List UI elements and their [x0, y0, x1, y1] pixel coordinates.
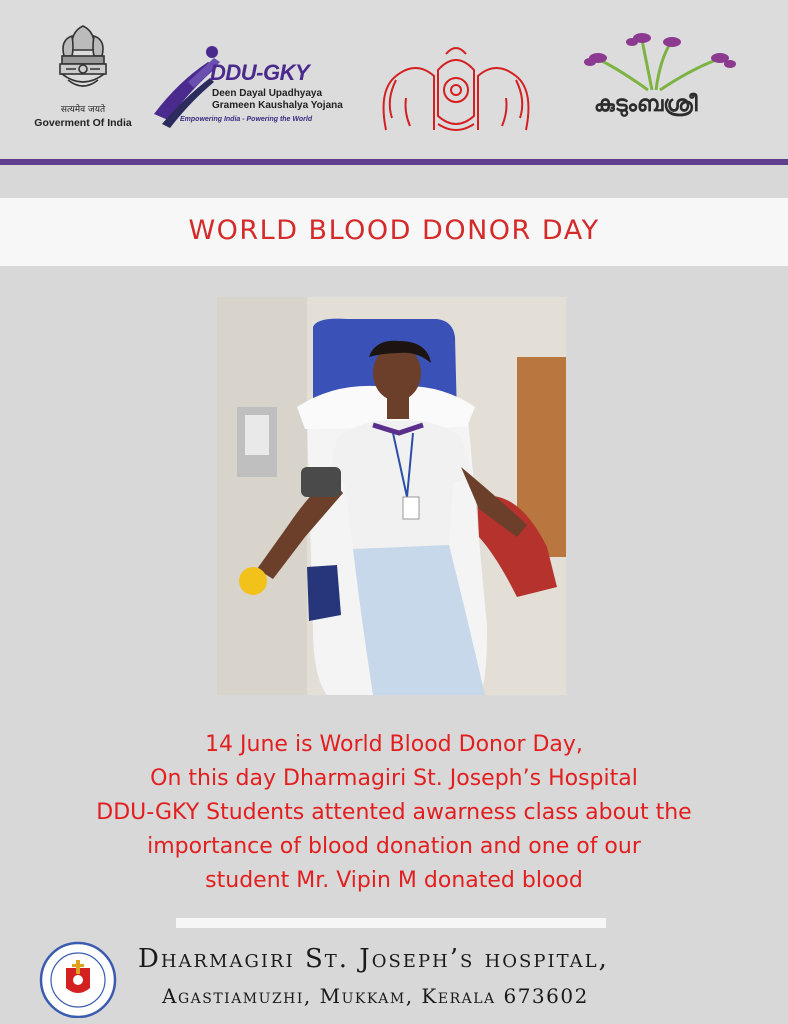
elephant-emblem-icon [376, 40, 536, 140]
message-line-5: student Mr. Vipin M donated blood [205, 868, 583, 893]
message-line-2: On this day Dharmagiri St. Joseph’s Hospital [150, 766, 638, 791]
emblem-caption: Goverment Of India [34, 117, 132, 129]
kudumbashree-text: കുടുംബശ്രീ [594, 92, 698, 117]
hospital-seal [30, 940, 128, 1018]
ddu-gky-subtitle-1: Deen Dayal Upadhyaya [212, 88, 323, 99]
donor-photo [217, 297, 566, 695]
page-title: WORLD BLOOD DONOR DAY [188, 215, 600, 246]
message-line-4: importance of blood donation and one of our [147, 834, 641, 859]
hospital-address: Agastiamuzhi, Mukkam, Kerala 673602 [162, 984, 589, 1008]
government-emblem [28, 20, 138, 145]
title-band [0, 198, 788, 266]
ddu-gky-title: DDU-GKY [210, 60, 310, 85]
lion-capital-icon [52, 20, 114, 102]
ddu-gky-tagline: Empowering India - Powering the World [180, 116, 313, 123]
hospital-name: Dharmagiri St. Joseph’s hospital, [138, 944, 609, 974]
kudumbashree-logo [580, 30, 740, 140]
hospital-seal-icon [30, 940, 128, 1018]
emblem-motto: सत्यमेव जयते [60, 105, 106, 115]
ddu-gky-subtitle-2: Grameen Kaushalya Yojana [212, 100, 343, 111]
logo-bar [0, 0, 788, 158]
message-line-3: DDU-GKY Students attented awarness class about the [96, 800, 692, 825]
message-text [40, 728, 748, 898]
kerala-government-emblem [376, 40, 536, 140]
blood-donation-photo [217, 297, 566, 695]
flower-icon [580, 30, 740, 100]
ddu-gky-logo [148, 42, 348, 132]
message-line-1: 14 June is World Blood Donor Day, [205, 732, 583, 757]
footer-divider [176, 918, 606, 928]
header-divider [0, 159, 788, 165]
